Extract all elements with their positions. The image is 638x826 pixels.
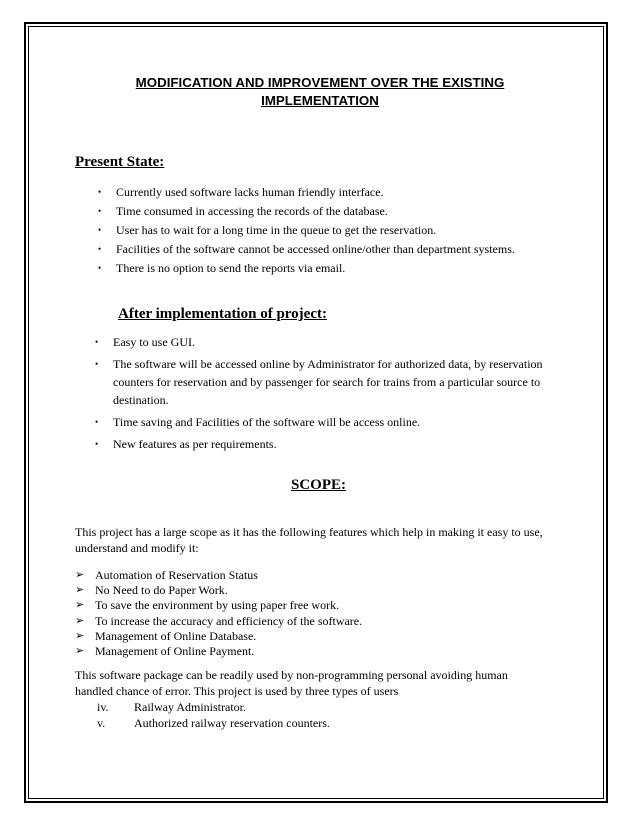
list-item: • There is no option to send the reports via email. bbox=[116, 259, 515, 278]
page-title-line-2: IMPLEMENTATION bbox=[261, 93, 379, 108]
list-item: • The software will be accessed online by Administrator for authorized data, by reservation counters for reservation and by passenger for search for trains from a particular source to destination. bbox=[95, 357, 543, 407]
bullet-icon: • bbox=[98, 206, 102, 216]
present-state-heading: Present State: bbox=[75, 154, 165, 170]
list-item: ➢ Management of Online Database. bbox=[75, 628, 257, 643]
after-implementation-list bbox=[95, 333, 543, 453]
bullet-icon: • bbox=[95, 417, 99, 427]
arrow-bullet-icon: ➢ bbox=[75, 599, 85, 612]
arrow-bullet-icon: ➢ bbox=[75, 645, 85, 658]
list-item: ➢ Automation of Reservation Status bbox=[75, 568, 258, 582]
list-item: v. Authorized railway reservation counters. bbox=[97, 716, 330, 730]
list-item: • Easy to use GUI. bbox=[95, 335, 195, 349]
list-item: ➢ To increase the accuracy and efficiency of the software. bbox=[75, 613, 363, 628]
page-title bbox=[60, 74, 580, 110]
bullet-icon: • bbox=[98, 187, 102, 197]
list-item: • User has to wait for a long time in the queue to get the reservation. bbox=[116, 221, 515, 240]
bullet-icon: • bbox=[95, 439, 99, 449]
arrow-bullet-icon: ➢ bbox=[75, 614, 85, 627]
bullet-icon: • bbox=[98, 263, 102, 273]
list-item: iv. Railway Administrator. bbox=[97, 700, 246, 714]
list-item: • New features as per requirements. bbox=[95, 437, 277, 451]
after-implementation-heading: After implementation of project: bbox=[118, 306, 327, 322]
bullet-icon: • bbox=[98, 244, 102, 254]
bullet-icon: • bbox=[95, 337, 99, 347]
user-types-list bbox=[97, 699, 330, 731]
list-item: • Time consumed in accessing the records of the database. bbox=[116, 202, 515, 221]
present-state-list bbox=[98, 183, 515, 278]
bullet-icon: • bbox=[95, 359, 99, 369]
scope-heading: SCOPE: bbox=[291, 477, 347, 493]
list-item: ➢ No Need to do Paper Work. bbox=[75, 583, 228, 598]
bullet-icon: • bbox=[98, 225, 102, 235]
list-item: ➢ To save the environment by using paper free work. bbox=[75, 598, 340, 613]
scope-feature-list bbox=[75, 568, 363, 659]
page-title-line-1: MODIFICATION AND IMPROVEMENT OVER THE EXISTING bbox=[135, 75, 505, 90]
list-item: • Currently used software lacks human friendly interface. bbox=[116, 183, 515, 202]
list-item: ➢ Management of Online Payment. bbox=[75, 644, 255, 659]
arrow-bullet-icon: ➢ bbox=[75, 569, 85, 581]
scope-intro: This project has a large scope as it has the following features which help in making it easy to use, understand and modify it: bbox=[75, 525, 543, 555]
list-item: • Time saving and Facilities of the software will be access online. bbox=[95, 415, 421, 429]
arrow-bullet-icon: ➢ bbox=[75, 629, 85, 642]
list-item: • Facilities of the software cannot be accessed online/other than department systems. bbox=[116, 240, 515, 259]
arrow-bullet-icon: ➢ bbox=[75, 584, 85, 597]
scope-usage-paragraph: This software package can be readily used by non-programming personal avoiding human handled chance of error. This project is used by three types of users bbox=[75, 668, 508, 698]
